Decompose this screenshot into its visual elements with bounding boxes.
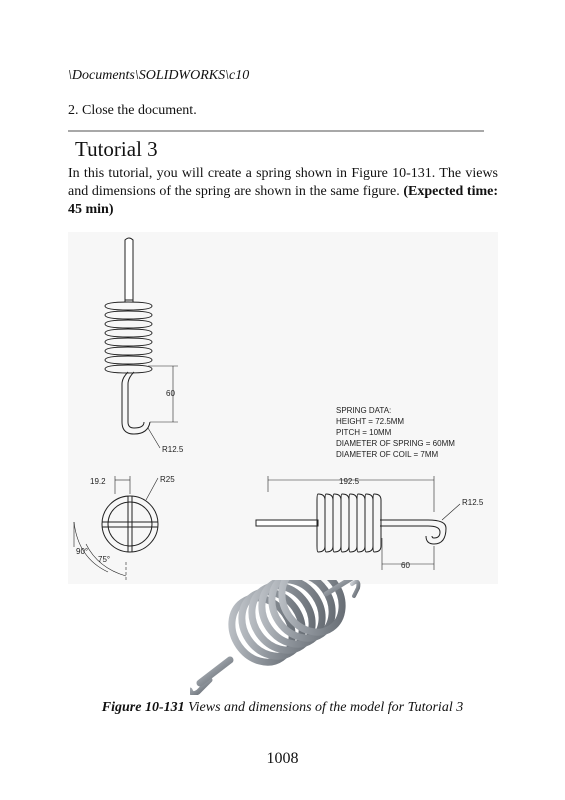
angle-90-label: 90°	[76, 547, 89, 556]
document-path: \Documents\SOLIDWORKS\c10	[68, 68, 250, 83]
spring-data-diameter-spring: DIAMETER OF SPRING = 60MM	[336, 439, 455, 448]
front-dim-60: 60	[166, 389, 175, 398]
coil-loop	[341, 494, 349, 552]
coil-loop	[357, 494, 365, 552]
coil-loop	[373, 494, 381, 552]
page-number: 1008	[266, 750, 299, 767]
top-dim-r25: R25	[160, 475, 175, 484]
coil-loop	[105, 329, 152, 337]
coil-loop	[105, 311, 152, 319]
coil-loop	[365, 494, 373, 552]
spring-data-title: SPRING DATA:	[336, 406, 392, 415]
expected-time: (Expected time: 45 min)	[68, 184, 499, 217]
side-dim-r125: R12.5	[462, 498, 484, 507]
spring-data-diameter-coil: DIAMETER OF COIL = 7MM	[336, 450, 439, 459]
figure-label: Figure 10-131	[101, 700, 185, 715]
front-dim-r125: R12.5	[162, 445, 184, 454]
spring-data-pitch: PITCH = 10MM	[336, 428, 392, 437]
coil-loop	[325, 494, 333, 552]
spring-3d-render	[190, 580, 380, 700]
coil-loop	[105, 302, 152, 310]
front-view	[105, 238, 178, 448]
angle-75-label: 75°	[98, 555, 111, 564]
coil-loop	[105, 365, 152, 373]
coil-loop	[333, 494, 341, 552]
engineering-drawing	[68, 232, 498, 584]
figure-caption-text: Views and dimensions of the model for Tutorial 3	[184, 700, 464, 715]
coil-loop	[349, 494, 357, 552]
coil-loop	[105, 356, 152, 364]
spring-data-height: HEIGHT = 72.5MM	[336, 417, 405, 426]
top-dim-192: 19.2	[90, 477, 106, 486]
side-dim-1925: 192.5	[339, 477, 360, 486]
figure-caption	[0, 700, 565, 716]
side-view	[256, 476, 460, 570]
spring-data-note	[336, 406, 455, 459]
step-text: 2. Close the document.	[68, 103, 197, 118]
top-view	[74, 476, 158, 580]
side-dim-60: 60	[401, 561, 410, 570]
coil-loop	[105, 338, 152, 346]
section-divider	[68, 130, 484, 132]
coil-loop	[105, 347, 152, 355]
tutorial-intro	[68, 165, 498, 219]
tutorial-title: Tutorial 3	[75, 137, 158, 161]
coil-loop	[105, 320, 152, 328]
intro-text: In this tutorial, you will create a spring shown in Figure 10-131. The views and dimensions of the spring are shown in the same figure.	[68, 166, 498, 199]
